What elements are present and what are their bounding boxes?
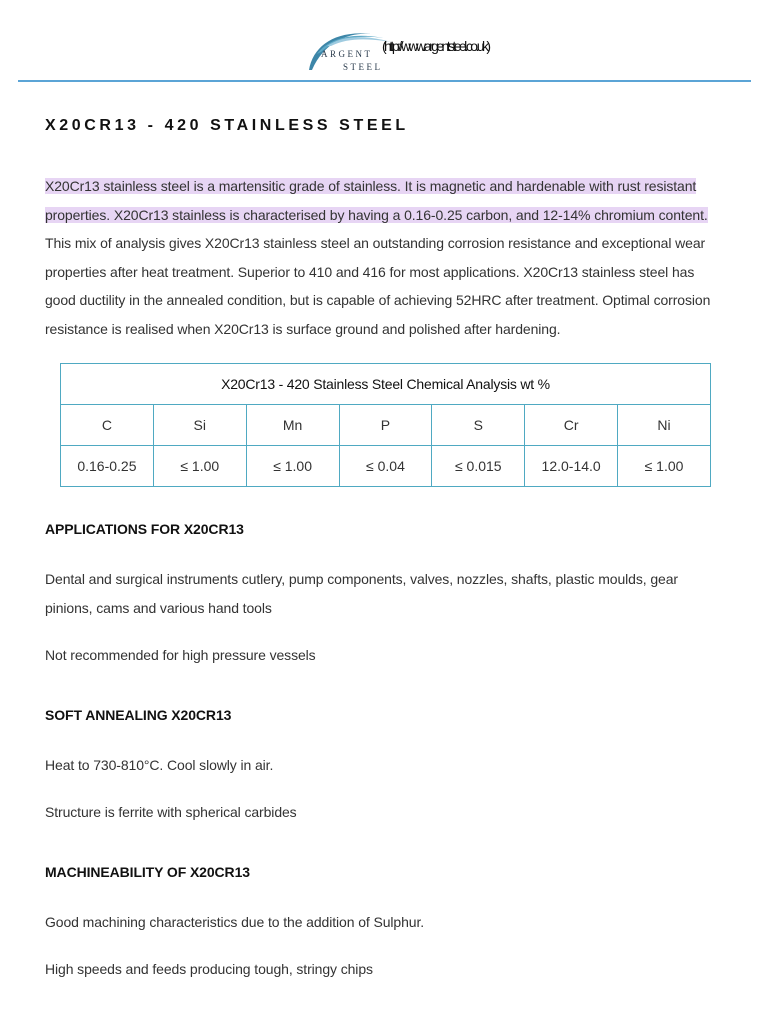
table-caption: X20Cr13 - 420 Stainless Steel Chemical Analysis wt % <box>61 364 711 405</box>
applications-note: Not recommended for high pressure vessels <box>45 647 316 663</box>
machineability-heading: MACHINEABILITY OF X20CR13 <box>45 863 250 880</box>
table-cell: 12.0-14.0 <box>525 446 618 487</box>
table-cell: ≤ 0.04 <box>339 446 432 487</box>
logo-text-argent: ARGENT <box>321 49 373 59</box>
table-header-cell: Ni <box>618 405 711 446</box>
applications-heading: APPLICATIONS FOR X20CR13 <box>45 521 244 537</box>
page-header <box>0 0 768 82</box>
table-header-cell: S <box>432 405 525 446</box>
annealing-note: Structure is ferrite with spherical carbides <box>45 804 297 820</box>
machineability-note: High speeds and feeds producing tough, stringy chips <box>45 961 373 977</box>
intro-paragraph <box>45 172 715 343</box>
annealing-heading: SOFT ANNEALING X20CR13 <box>45 706 232 723</box>
table-row <box>61 446 711 487</box>
table-cell: ≤ 0.015 <box>432 446 525 487</box>
table-header-cell: Cr <box>525 405 618 446</box>
article-content <box>45 108 715 984</box>
table-cell: ≤ 1.00 <box>153 446 246 487</box>
table-header-row <box>61 405 711 446</box>
annealing-paragraph: Heat to 730-810°C. Cool slowly in air. <box>45 756 274 773</box>
logo-text-steel: STEEL <box>343 62 383 72</box>
chemical-analysis-table <box>60 363 711 487</box>
table-header-cell: C <box>61 405 154 446</box>
header-divider <box>18 80 751 82</box>
page-title: X20CR13 - 420 STAINLESS STEEL <box>45 117 409 134</box>
table-header-cell: Si <box>153 405 246 446</box>
table-cell: 0.16-0.25 <box>61 446 154 487</box>
table-cell: ≤ 1.00 <box>618 446 711 487</box>
table-header-cell: P <box>339 405 432 446</box>
machineability-paragraph: Good machining characteristics due to the addition of Sulphur. <box>45 913 425 930</box>
intro-highlighted-text: X20Cr13 stainless steel is a martensitic grade of stainless. It is magnetic and hardenable with rust resistant properties. X20Cr13 stainless is characterised by having a 0.16-0.25 carbon, and 12-14% chromium content. <box>45 178 708 223</box>
table-cell: ≤ 1.00 <box>246 446 339 487</box>
intro-text: This mix of analysis gives X20Cr13 stainless steel an outstanding corrosion resistance and exceptional wear properties after heat treatment. Superior to 410 and 416 for most applications. X20Cr13 stainless steel has good ductility in the annealed condition, but is capable of achieving 52HRC after treatment. Optimal corrosion resistance is realised when X20Cr13 is surface ground and polished after hardening. <box>45 235 711 337</box>
applications-paragraph: Dental and surgical instruments cutlery, pump components, valves, nozzles, shafts, plastic moulds, gear pinions, cams and various hand tools <box>45 571 678 616</box>
chemical-analysis-table-wrap <box>60 363 711 487</box>
table-header-cell: Mn <box>246 405 339 446</box>
logo-url-link[interactable]: (http://www.argentsteel.co.uk) <box>382 38 489 54</box>
table-caption-row <box>61 364 711 405</box>
